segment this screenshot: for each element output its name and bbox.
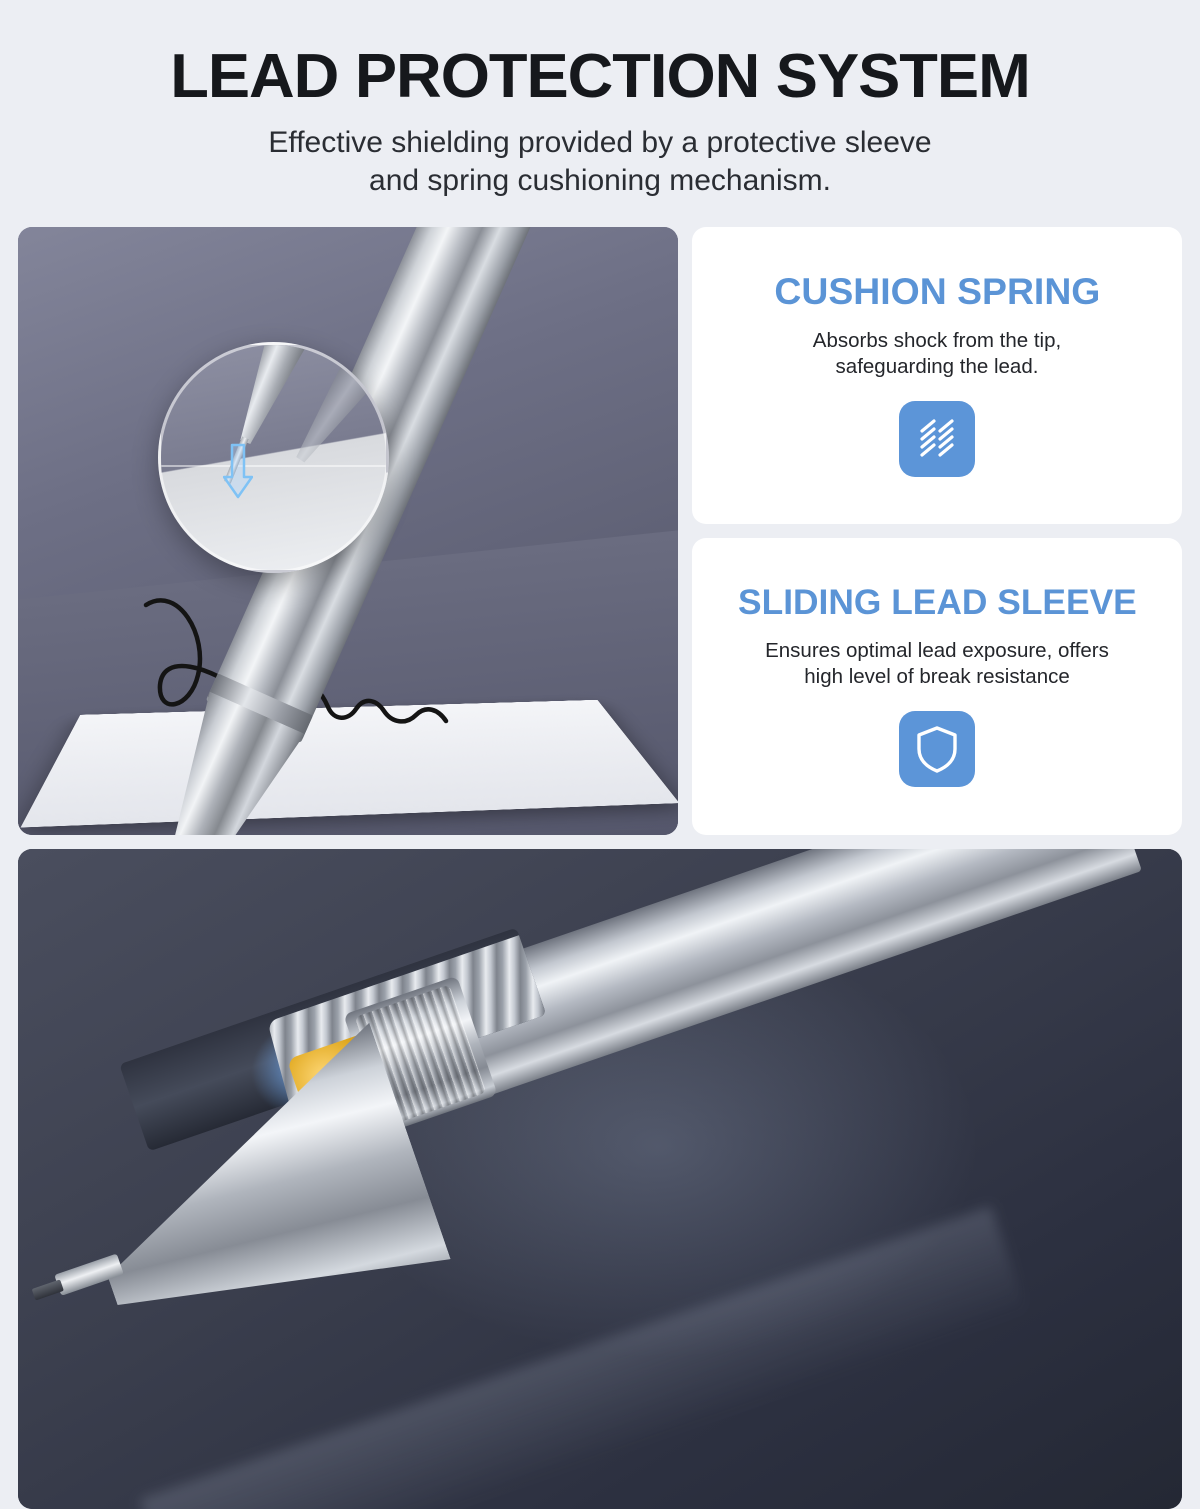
shield-icon	[899, 711, 975, 787]
page-subtitle-line1: Effective shielding provided by a protective sleeve	[268, 126, 932, 159]
magnifier-detail	[158, 342, 389, 573]
page-subtitle	[18, 124, 1182, 201]
feature-title: SLIDING LEAD SLEEVE	[737, 583, 1137, 623]
feature-title: CUSHION SPRING	[773, 271, 1100, 313]
pencil-cutaway-image	[18, 849, 1182, 1509]
page-subtitle-line2: and spring cushioning mechanism.	[369, 164, 831, 198]
down-arrow-icon	[223, 443, 253, 501]
header	[18, 0, 1182, 201]
page-title: LEAD PROTECTION SYSTEM	[170, 42, 1030, 111]
top-section	[18, 227, 1182, 835]
feature-card-sliding-lead-sleeve	[692, 538, 1182, 835]
shield-icon-glyph	[915, 725, 959, 773]
pencil-writing-image	[18, 227, 678, 835]
feature-card-cushion-spring	[692, 227, 1182, 524]
feature-description-line2: high level of break resistance	[804, 664, 1070, 688]
feature-description-line1: Ensures optimal lead exposure, offers	[765, 639, 1109, 663]
feature-description-line1: Absorbs shock from the tip,	[812, 329, 1062, 353]
spring-icon-glyph	[915, 417, 959, 461]
feature-description-line2: safeguarding the lead.	[835, 354, 1039, 378]
feature-description	[813, 328, 1061, 379]
feature-description	[765, 638, 1109, 689]
spring-icon	[899, 401, 975, 477]
feature-card-list	[692, 227, 1182, 835]
